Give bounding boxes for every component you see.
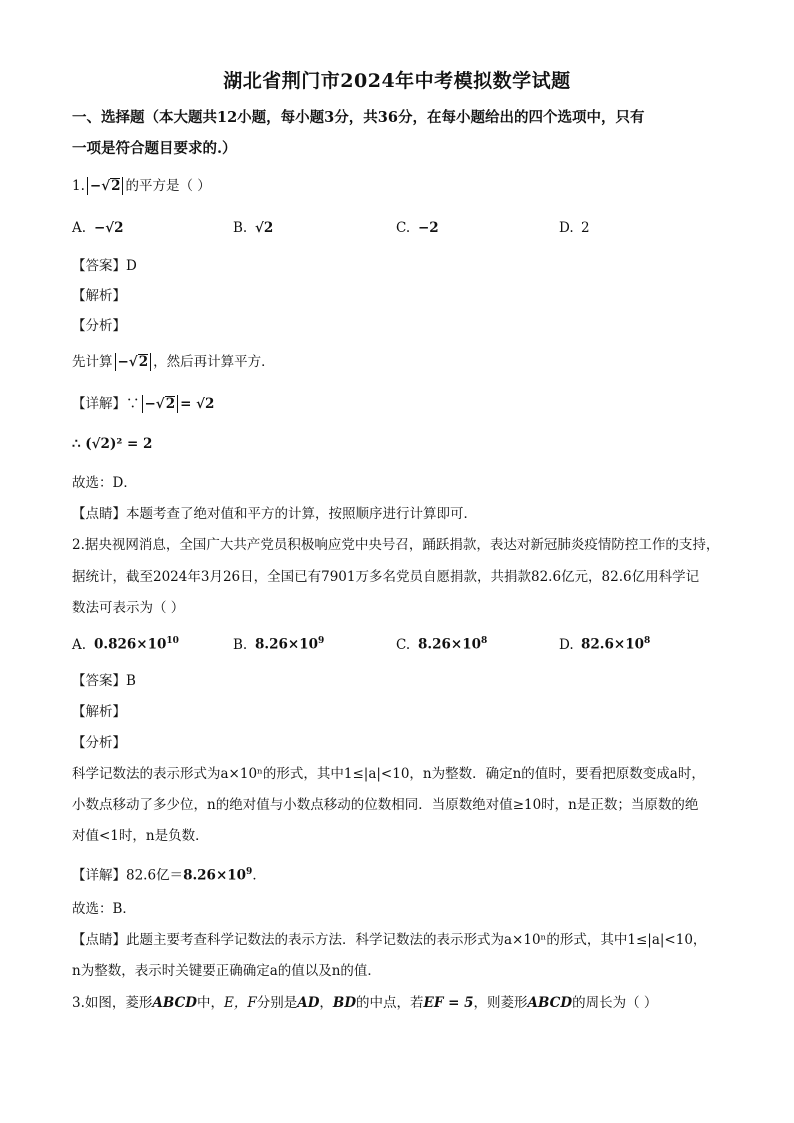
question-2-line3: 数法可表示为（ ）	[72, 600, 185, 616]
q2-option-b: B. $8.26\times 10^9$	[233, 636, 325, 653]
question-1-stem	[72, 176, 211, 196]
q1-answer: 【答案】D	[72, 258, 137, 274]
q1-therefore: ∴ (√2)² = 2	[72, 436, 153, 452]
question-text: 的平方是（ ）	[125, 178, 211, 194]
abs-neg-sqrt2: −√2	[87, 177, 124, 195]
q2-dianjing-l1: 【点睛】此题主要考查科学记数法的表示方法．科学记数法的表示形式为a×10ⁿ的形式，其中1≤|a|<10，	[72, 932, 707, 948]
q1-jiexi: 【解析】	[72, 288, 126, 304]
q1-choose: 故选：D．	[72, 475, 137, 491]
question-3-stem: 3.如图，菱形ABCD中，E，F分别是AD，BD的中点，若EF = 5，则菱形ABCD的周长为（ ）	[72, 995, 658, 1011]
q2-choose: 故选：B．	[72, 901, 136, 917]
q1-detail: 【详解】∵ −√2 = √2	[72, 396, 215, 412]
question-number: 1.	[72, 178, 85, 194]
q2-fenxi: 【分析】	[72, 735, 126, 751]
q1-fenxi: 【分析】	[72, 318, 126, 334]
section-heading: 一、选择题（本大题共12小题，每小题3分，共36分，在每小题给出的四个选项中，只有	[72, 109, 645, 126]
q1-fenxi-text: 先计算 −√2 ，然后再计算平方．	[72, 354, 275, 370]
q1-option-b: B. √2	[233, 220, 274, 236]
page-title: 湖北省荆门市2024年中考模拟数学试题	[223, 70, 571, 92]
q2-jiexi: 【解析】	[72, 704, 126, 720]
question-2-line1: 2.据央视网消息，全国广大共产党员积极响应党中央号召，踊跃捐款，表达对新冠肺炎疫情防控工作的支持，	[72, 537, 720, 553]
q2-option-a: A. $0.826\times 10^{10}$	[72, 636, 179, 653]
question-2-line2: 据统计，截至2024年3月26日，全国已有7901万多名党员自愿捐款，共捐款82.6亿元，82.6亿用科学记	[72, 569, 700, 585]
q2-dianjing-l2: n为整数，表示时关键要正确确定a的值以及n的值．	[72, 963, 381, 979]
q2-detail: 【详解】82.6亿$=8.26\times 10^9$．	[72, 867, 266, 884]
q1-option-c: C. −2	[396, 220, 439, 236]
q2-option-c: C. $8.26\times 10^8$	[396, 636, 488, 653]
q2-fenxi-l1: 科学记数法的表示形式为a×10ⁿ的形式，其中1≤|a|<10，n为整数．确定n的值时，要看把原数变成a时，	[72, 766, 705, 782]
q1-dianjing: 【点睛】本题考查了绝对值和平方的计算，按照顺序进行计算即可．	[72, 506, 477, 522]
q2-option-d: D. $82.6\times 10^8$	[559, 636, 651, 653]
q1-option-a: A. −√2	[72, 220, 124, 236]
q1-option-d: D. 2	[559, 220, 590, 236]
section-heading-cont: 一项是符合题目要求的.）	[72, 140, 237, 157]
q2-fenxi-l2: 小数点移动了多少位，n的绝对值与小数点移动的位数相同．当原数绝对值≥10时，n是正数；当原数的绝	[72, 797, 699, 813]
q2-answer: 【答案】B	[72, 673, 136, 689]
q2-fenxi-l3: 对值<1时，n是负数．	[72, 828, 209, 844]
